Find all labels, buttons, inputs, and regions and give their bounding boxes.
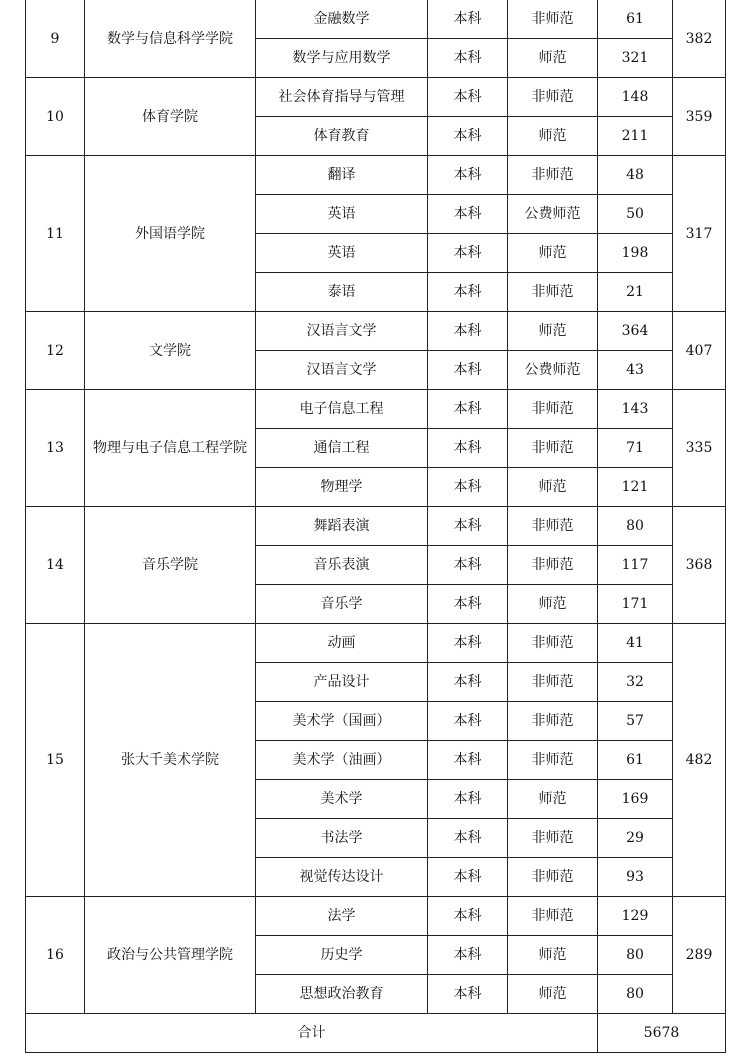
- college-total: 289: [673, 897, 726, 1014]
- major-type: 非师范: [508, 429, 598, 468]
- major-count: 169: [598, 780, 673, 819]
- college-total: 359: [673, 78, 726, 156]
- major-count: 93: [598, 858, 673, 897]
- college-total: 317: [673, 156, 726, 312]
- degree-level: 本科: [428, 156, 508, 195]
- college-number: 12: [26, 312, 85, 390]
- major-type: 非师范: [508, 624, 598, 663]
- major-count: 364: [598, 312, 673, 351]
- degree-level: 本科: [428, 273, 508, 312]
- major-type: 非师范: [508, 741, 598, 780]
- college-total: 482: [673, 624, 726, 897]
- degree-level: 本科: [428, 858, 508, 897]
- major-type: 非师范: [508, 156, 598, 195]
- college-name: 文学院: [85, 312, 256, 390]
- major-name: 美术学（国画）: [256, 702, 428, 741]
- degree-level: 本科: [428, 741, 508, 780]
- major-name: 物理学: [256, 468, 428, 507]
- college-number: 10: [26, 78, 85, 156]
- major-type: 非师范: [508, 546, 598, 585]
- major-name: 书法学: [256, 819, 428, 858]
- college-name: 政治与公共管理学院: [85, 897, 256, 1014]
- major-name: 产品设计: [256, 663, 428, 702]
- degree-level: 本科: [428, 468, 508, 507]
- degree-level: 本科: [428, 195, 508, 234]
- major-count: 48: [598, 156, 673, 195]
- major-type: 非师范: [508, 702, 598, 741]
- degree-level: 本科: [428, 780, 508, 819]
- major-count: 129: [598, 897, 673, 936]
- major-name: 泰语: [256, 273, 428, 312]
- major-name: 翻译: [256, 156, 428, 195]
- degree-level: 本科: [428, 117, 508, 156]
- college-name: 外国语学院: [85, 156, 256, 312]
- college-name: 物理与电子信息工程学院: [85, 390, 256, 507]
- major-name: 汉语言文学: [256, 312, 428, 351]
- major-count: 80: [598, 507, 673, 546]
- major-type: 非师范: [508, 78, 598, 117]
- degree-level: 本科: [428, 663, 508, 702]
- major-name: 电子信息工程: [256, 390, 428, 429]
- major-count: 57: [598, 702, 673, 741]
- degree-level: 本科: [428, 936, 508, 975]
- major-type: 师范: [508, 780, 598, 819]
- major-count: 80: [598, 936, 673, 975]
- major-name: 视觉传达设计: [256, 858, 428, 897]
- college-number: 16: [26, 897, 85, 1014]
- major-name: 思想政治教育: [256, 975, 428, 1014]
- major-type: 非师范: [508, 507, 598, 546]
- summary-label: 合计: [26, 1014, 598, 1053]
- major-name: 体育教育: [256, 117, 428, 156]
- table-row: [26, 624, 726, 663]
- degree-level: 本科: [428, 975, 508, 1014]
- major-type: 师范: [508, 234, 598, 273]
- major-name: 社会体育指导与管理: [256, 78, 428, 117]
- degree-level: 本科: [428, 819, 508, 858]
- major-count: 80: [598, 975, 673, 1014]
- major-type: 师范: [508, 468, 598, 507]
- degree-level: 本科: [428, 234, 508, 273]
- college-total: 407: [673, 312, 726, 390]
- major-type: 师范: [508, 39, 598, 78]
- table-row: [26, 78, 726, 117]
- summary-total: 5678: [598, 1014, 726, 1053]
- college-name: 音乐学院: [85, 507, 256, 624]
- degree-level: 本科: [428, 702, 508, 741]
- college-number: 15: [26, 624, 85, 897]
- summary-row: [26, 1014, 726, 1053]
- degree-level: 本科: [428, 546, 508, 585]
- major-name: 舞蹈表演: [256, 507, 428, 546]
- college-total: 335: [673, 390, 726, 507]
- major-name: 美术学: [256, 780, 428, 819]
- major-name: 法学: [256, 897, 428, 936]
- major-type: 非师范: [508, 663, 598, 702]
- major-count: 117: [598, 546, 673, 585]
- major-type: 非师范: [508, 897, 598, 936]
- degree-level: 本科: [428, 39, 508, 78]
- major-count: 61: [598, 0, 673, 39]
- major-count: 50: [598, 195, 673, 234]
- major-count: 29: [598, 819, 673, 858]
- degree-level: 本科: [428, 0, 508, 39]
- college-name: 数学与信息科学学院: [85, 0, 256, 78]
- major-count: 143: [598, 390, 673, 429]
- major-count: 198: [598, 234, 673, 273]
- college-total: 382: [673, 0, 726, 78]
- table-row: [26, 897, 726, 936]
- degree-level: 本科: [428, 429, 508, 468]
- major-type: 师范: [508, 117, 598, 156]
- college-number: 11: [26, 156, 85, 312]
- enrollment-table: [25, 0, 726, 1053]
- major-count: 211: [598, 117, 673, 156]
- table-row: [26, 507, 726, 546]
- major-type: 公费师范: [508, 351, 598, 390]
- college-name: 体育学院: [85, 78, 256, 156]
- college-name: 张大千美术学院: [85, 624, 256, 897]
- major-type: 师范: [508, 936, 598, 975]
- college-total: 368: [673, 507, 726, 624]
- major-type: 非师范: [508, 390, 598, 429]
- major-count: 41: [598, 624, 673, 663]
- college-number: 13: [26, 390, 85, 507]
- major-type: 非师范: [508, 819, 598, 858]
- major-name: 英语: [256, 234, 428, 273]
- degree-level: 本科: [428, 897, 508, 936]
- major-count: 148: [598, 78, 673, 117]
- major-name: 美术学（油画）: [256, 741, 428, 780]
- major-name: 数学与应用数学: [256, 39, 428, 78]
- table-row: [26, 0, 726, 39]
- degree-level: 本科: [428, 624, 508, 663]
- major-count: 21: [598, 273, 673, 312]
- major-count: 121: [598, 468, 673, 507]
- enrollment-table-body: [26, 0, 726, 1053]
- major-type: 师范: [508, 585, 598, 624]
- degree-level: 本科: [428, 390, 508, 429]
- degree-level: 本科: [428, 312, 508, 351]
- major-type: 非师范: [508, 0, 598, 39]
- major-name: 音乐表演: [256, 546, 428, 585]
- major-type: 非师范: [508, 858, 598, 897]
- major-type: 非师范: [508, 273, 598, 312]
- major-type: 公费师范: [508, 195, 598, 234]
- degree-level: 本科: [428, 351, 508, 390]
- major-name: 历史学: [256, 936, 428, 975]
- degree-level: 本科: [428, 78, 508, 117]
- major-type: 师范: [508, 312, 598, 351]
- table-row: [26, 312, 726, 351]
- table-row: [26, 156, 726, 195]
- major-name: 通信工程: [256, 429, 428, 468]
- degree-level: 本科: [428, 507, 508, 546]
- degree-level: 本科: [428, 585, 508, 624]
- college-number: 9: [26, 0, 85, 78]
- college-number: 14: [26, 507, 85, 624]
- major-count: 321: [598, 39, 673, 78]
- major-count: 71: [598, 429, 673, 468]
- major-name: 英语: [256, 195, 428, 234]
- major-count: 171: [598, 585, 673, 624]
- major-name: 汉语言文学: [256, 351, 428, 390]
- major-count: 61: [598, 741, 673, 780]
- major-name: 音乐学: [256, 585, 428, 624]
- major-name: 动画: [256, 624, 428, 663]
- major-name: 金融数学: [256, 0, 428, 39]
- major-count: 32: [598, 663, 673, 702]
- major-count: 43: [598, 351, 673, 390]
- major-type: 师范: [508, 975, 598, 1014]
- table-row: [26, 390, 726, 429]
